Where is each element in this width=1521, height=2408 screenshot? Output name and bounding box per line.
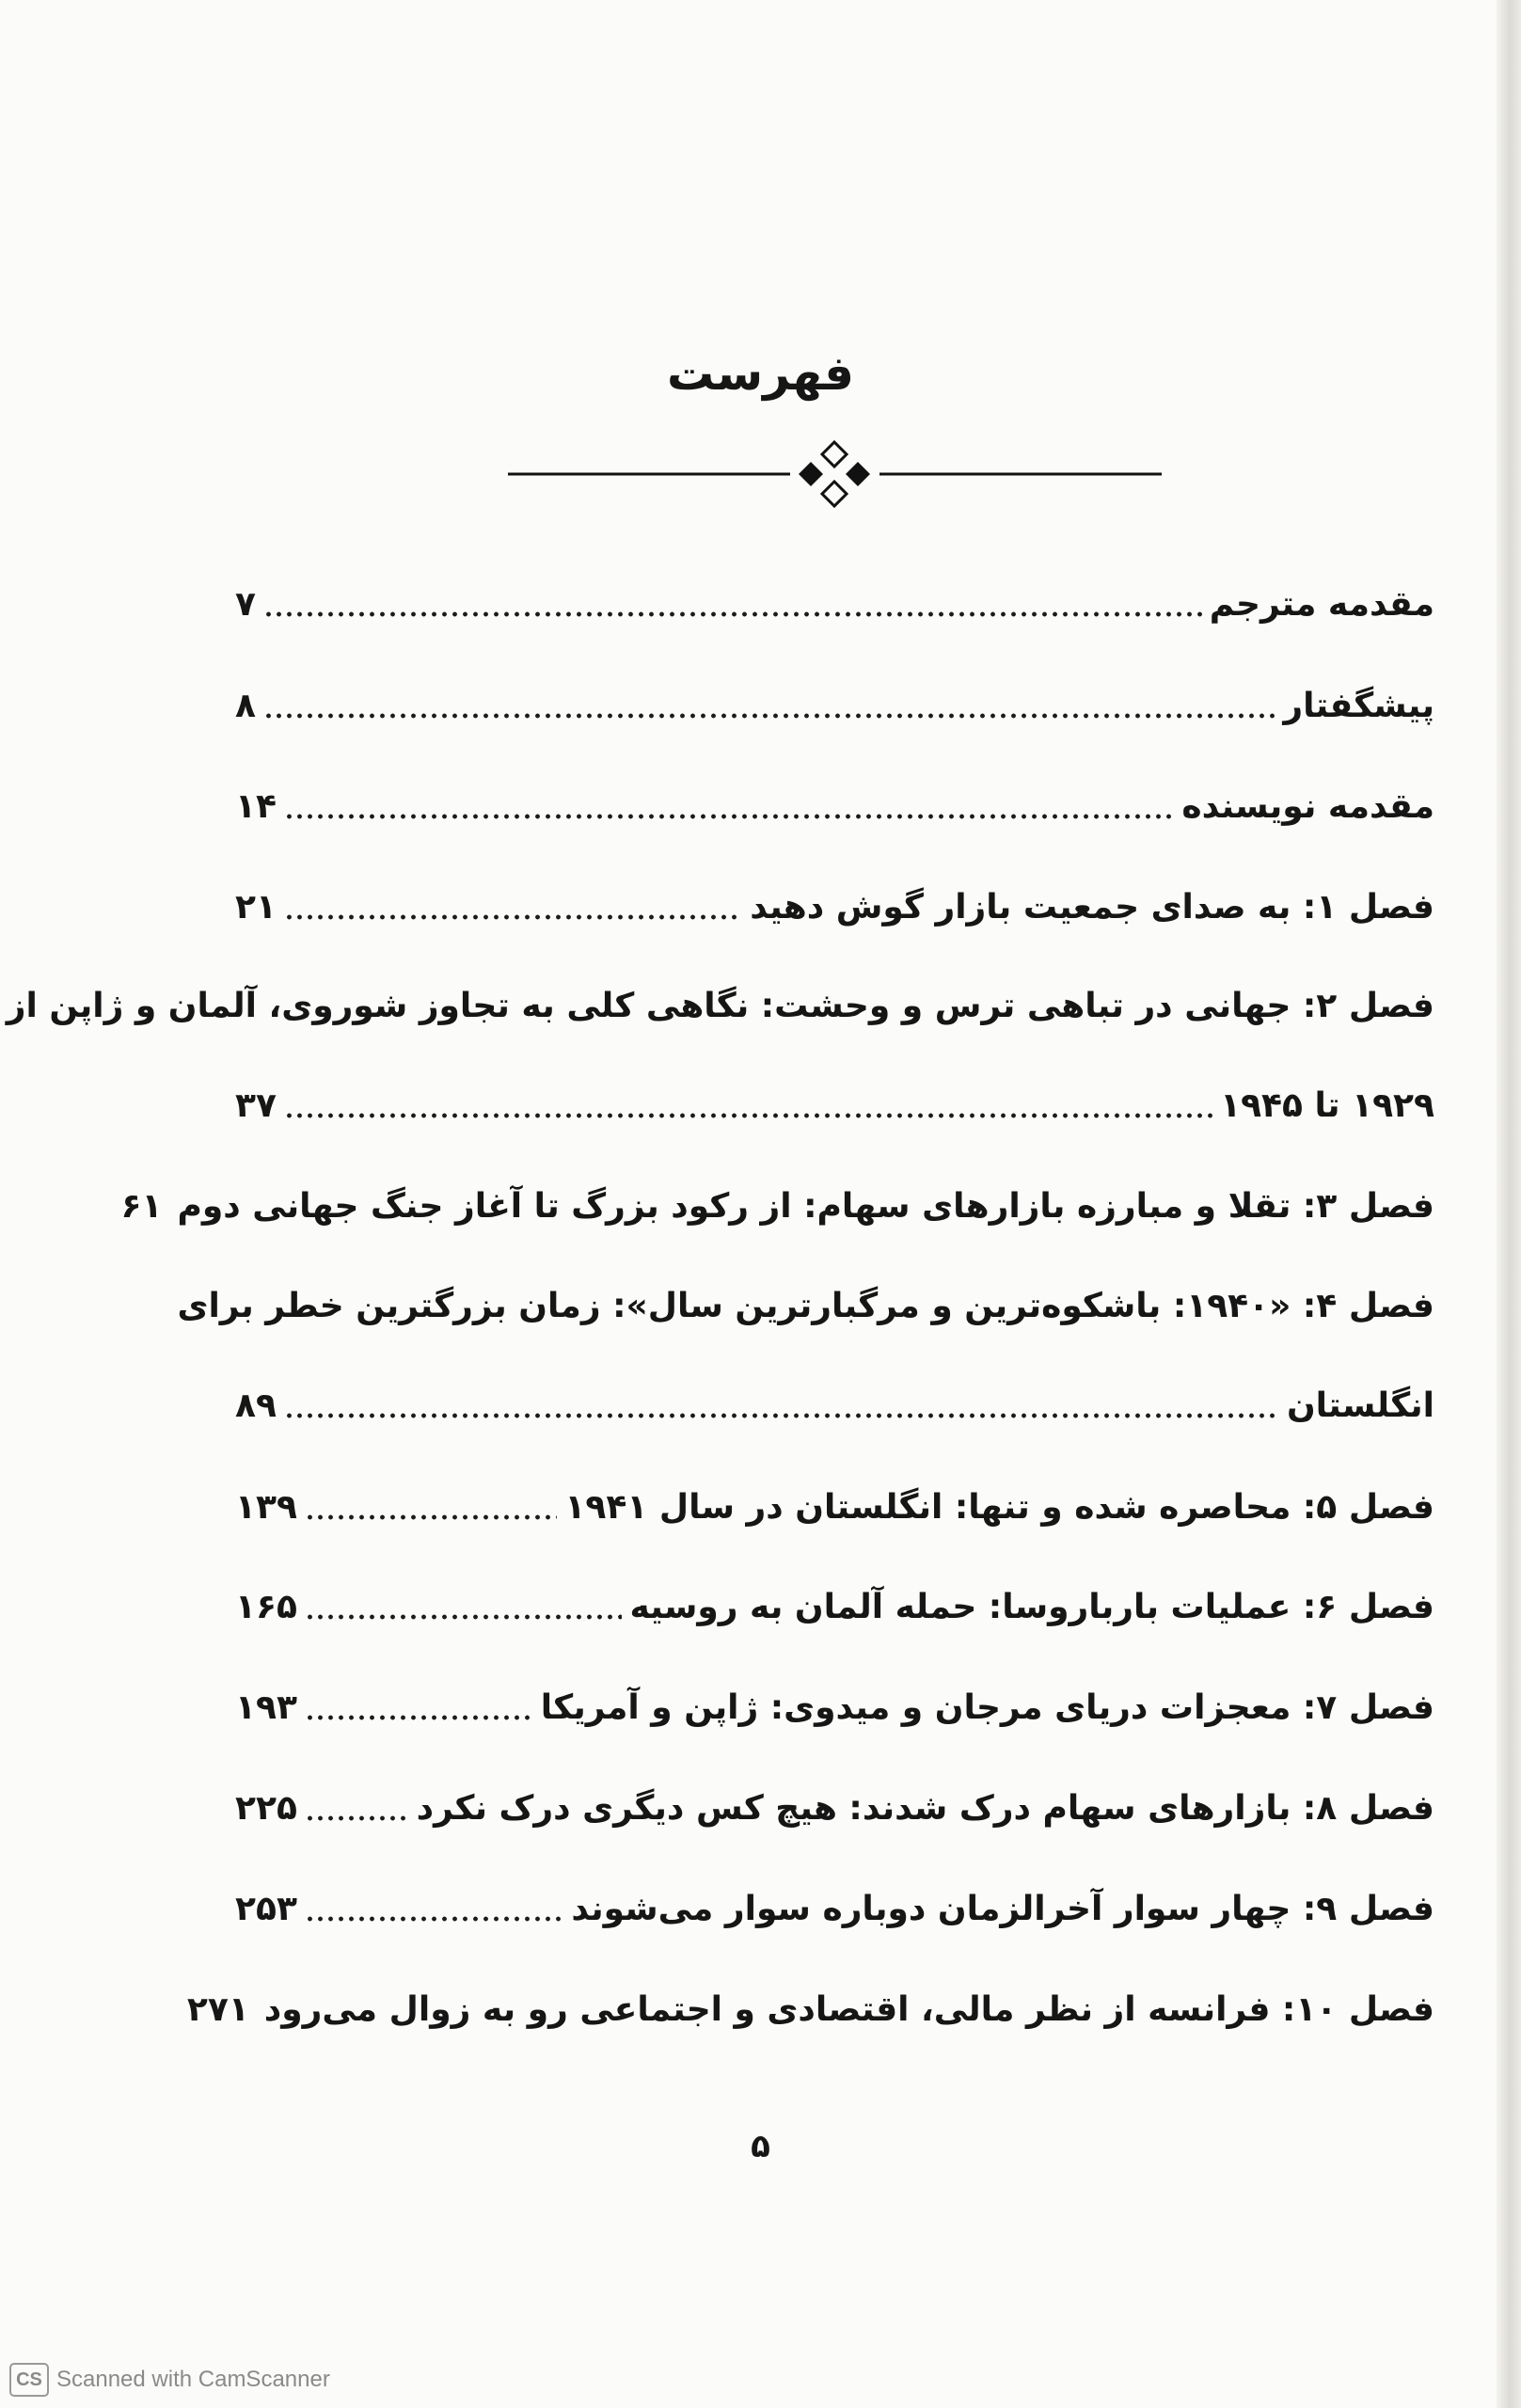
toc-entry-title: فصل ۷: معجزات دریای مرجان و میدوی: ژاپن و آمریکا [540,1687,1434,1727]
dot-leader [284,1412,1279,1419]
toc-entry-title: مقدمه مترجم [1209,584,1434,624]
toc-entry-page: ۳۷ [235,1085,277,1125]
toc-entry-title: انگلستان [1286,1386,1434,1425]
toc-entry [235,1768,1434,1847]
dot-leader [284,1112,1212,1119]
toc-entry [235,564,1434,643]
toc-entry-page: ۷ [235,584,256,624]
dot-leader [305,1915,563,1923]
toc-entry-page: ۲۵۳ [235,1889,297,1928]
dot-leader [263,712,1275,720]
toc-entry [235,1668,1434,1747]
toc-entry-continuation [235,1066,1434,1145]
toc-entry [235,666,1434,745]
toc-entry-page: ۸ [235,686,256,725]
toc-entry-page: ۱۴ [235,786,277,826]
toc-entry [235,1567,1434,1646]
toc-entry [120,1166,1434,1245]
toc-entry [235,767,1434,846]
toc-entry-page: ۱۹۳ [235,1687,297,1727]
toc-entry-title: ۱۹۲۹ تا ۱۹۴۵ [1220,1085,1434,1125]
camscanner-logo-icon: CS [9,2363,49,2397]
toc-entry-page: ۲۲۵ [235,1788,297,1828]
toc-entry-title: فصل ۲: جهانی در تباهی ترس و وحشت: نگاهی کلی به تجاوز شوروی، آلمان و ژاپن از [6,986,1434,1025]
dot-leader [305,1714,533,1721]
toc-entry-page: ۲۷۱ [186,1989,249,2029]
dot-leader [284,813,1174,820]
toc-entry-title: فصل ۱: به صدای جمعیت بازار گوش دهید [750,887,1434,927]
dot-leader [305,1814,409,1822]
toc-entry-title: فصل ۱۰: فرانسه از نظر مالی، اقتصادی و اجتماعی رو به زوال می‌رود [263,1989,1434,2029]
toc-entry-page: ۸۹ [235,1386,277,1425]
scanner-watermark [9,2363,330,2397]
toc-entry [186,1970,1434,2049]
toc-entry-continuation [235,1366,1434,1445]
dot-leader [284,913,742,921]
toc-entry-title: فصل ۸: بازارهای سهام درک شدند: هیچ کس دیگری درک نکرد [416,1788,1434,1828]
toc-entry-title: فصل ۳: تقلا و مبارزه بازارهای سهام: از رکود بزرگ تا آغاز جنگ جهانی دوم [177,1186,1434,1226]
toc-entry [235,867,1434,946]
toc-entry-title: فصل ۵: محاصره شده و تنها: انگلستان در سال ۱۹۴۱ [564,1487,1434,1527]
toc-entry-title: پیشگفتار [1283,686,1434,725]
toc-entry [235,1869,1434,1948]
toc-entry-page: ۲۱ [235,887,277,927]
page-title: فهرست [667,346,854,401]
toc-entry-page: ۱۶۵ [235,1587,297,1626]
toc-entry-title: فصل ۴: «۱۹۴۰: باشکوه‌ترین و مرگبارترین سال»: زمان بزرگترین خطر برای [177,1286,1434,1325]
toc-entry [177,1266,1434,1345]
dot-leader [305,1513,558,1521]
watermark-text: Scanned with CamScanner [56,2367,330,2392]
toc-entry-title: فصل ۶: عملیات بارباروسا: حمله آلمان به روسیه [629,1587,1434,1626]
page-number: ۵ [751,2128,770,2165]
toc-entry-title: فصل ۹: چهار سوار آخرالزمان دوباره سوار می‌شوند [571,1889,1434,1928]
dot-leader [305,1613,623,1621]
toc-entry [6,966,1434,1045]
toc-entry-title: مقدمه نویسنده [1181,786,1434,826]
toc-entry [235,1467,1434,1546]
toc-entry-page: ۱۳۹ [235,1487,297,1527]
dot-leader [263,610,1202,618]
toc-entry-page: ۶۱ [120,1186,163,1226]
